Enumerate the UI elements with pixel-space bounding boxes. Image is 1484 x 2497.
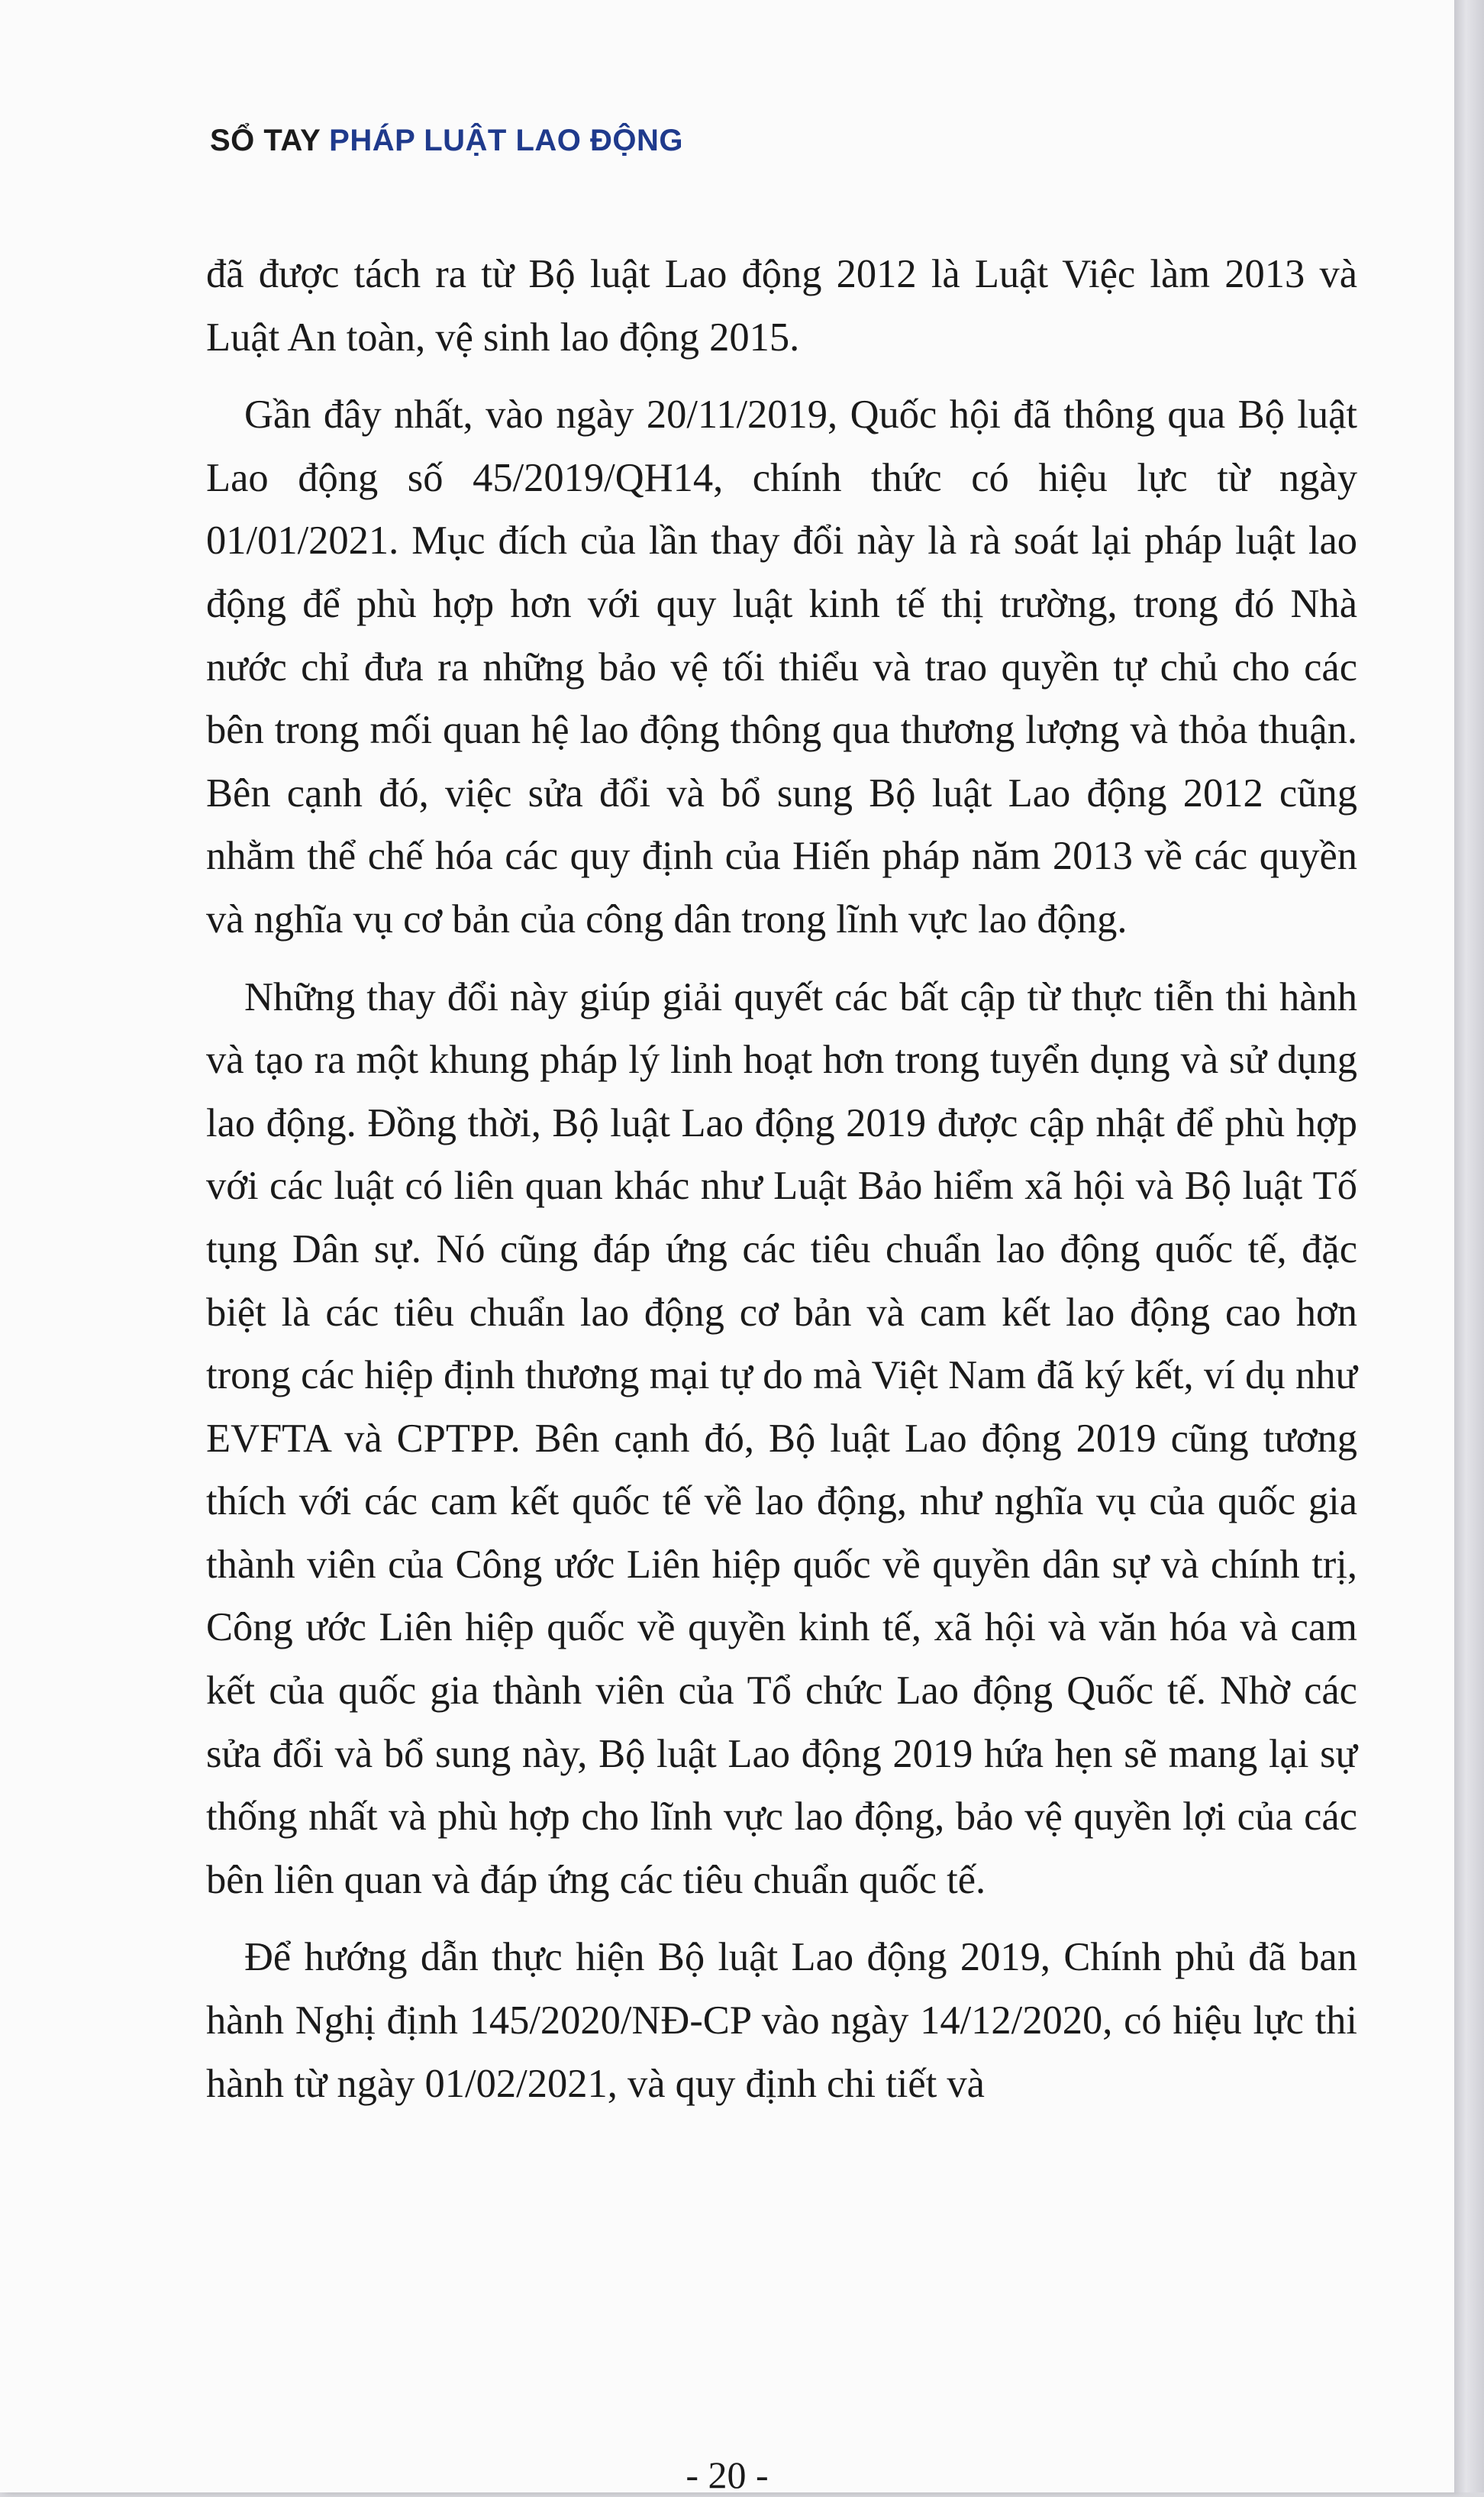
page-number: - 20 -: [686, 2453, 769, 2496]
paragraph: Gần đây nhất, vào ngày 20/11/2019, Quốc hội đã thông qua Bộ luật Lao động số 45/2019/QH14, chính thức có hiệu lực từ ngày 01/01/2021. Mục đích của lần thay đổi này là rà soát lại pháp luật lao động để phù hợp hơn với quy luật kinh tế thị trường, trong đó Nhà nước chỉ đưa ra những bảo vệ tối thiểu và trao quyền tự chủ cho các bên trong mối quan hệ lao động thông qua thương lượng và thỏa thuận. Bên cạnh đó, việc sửa đổi và bổ sung Bộ luật Lao động 2012 cũng nhằm thể chế hóa các quy định của Hiến pháp năm 2013 về các quyền và nghĩa vụ cơ bản của công dân trong lĩnh vực lao động.: [206, 392, 1357, 942]
paragraph-continued: đã được tách ra từ Bộ luật Lao động 2012 là Luật Việc làm 2013 và Luật An toàn, vệ sinh lao động 2015.: [206, 252, 1357, 360]
paragraph: Để hướng dẫn thực hiện Bộ luật Lao động 2019, Chính phủ đã ban hành Nghị định 145/2020/NĐ-CP vào ngày 14/12/2020, có hiệu lực thi hành từ ngày 01/02/2021, và quy định chi tiết và: [206, 1935, 1357, 2106]
page-edge-shadow: [1454, 0, 1484, 2492]
header-series-label: SỔ TAY: [210, 124, 321, 157]
paragraph: Những thay đổi này giúp giải quyết các bất cập từ thực tiễn thi hành và tạo ra một khung pháp lý linh hoạt hơn trong tuyển dụng và sử dụng lao động. Đồng thời, Bộ luật Lao động 2019 được cập nhật để phù hợp với các luật có liên quan khác như Luật Bảo hiểm xã hội và Bộ luật Tố tụng Dân sự. Nó cũng đáp ứng các tiêu chuẩn lao động quốc tế, đặc biệt là các tiêu chuẩn lao động cơ bản và cam kết lao động cao hơn trong các hiệp định thương mại tự do mà Việt Nam đã ký kết, ví dụ như EVFTA và CPTPP. Bên cạnh đó, Bộ luật Lao động 2019 cũng tương thích với các cam kết quốc tế về lao động, như nghĩa vụ của quốc gia thành viên của Công ước Liên hiệp quốc về quyền dân sự và chính trị, Công ước Liên hiệp quốc về quyền kinh tế, xã hội và văn hóa và cam kết của quốc gia thành viên của Tổ chức Lao động Quốc tế. Nhờ các sửa đổi và bổ sung này, Bộ luật Lao động 2019 hứa hẹn sẽ mang lại sự thống nhất và phù hợp cho lĩnh vực lao động, bảo vệ quyền lợi của các bên liên quan và đáp ứng các tiêu chuẩn quốc tế.: [206, 974, 1357, 1902]
body-text: [206, 243, 1357, 2115]
running-header: [210, 124, 683, 158]
header-book-title: PHÁP LUẬT LAO ĐỘNG: [329, 124, 683, 157]
